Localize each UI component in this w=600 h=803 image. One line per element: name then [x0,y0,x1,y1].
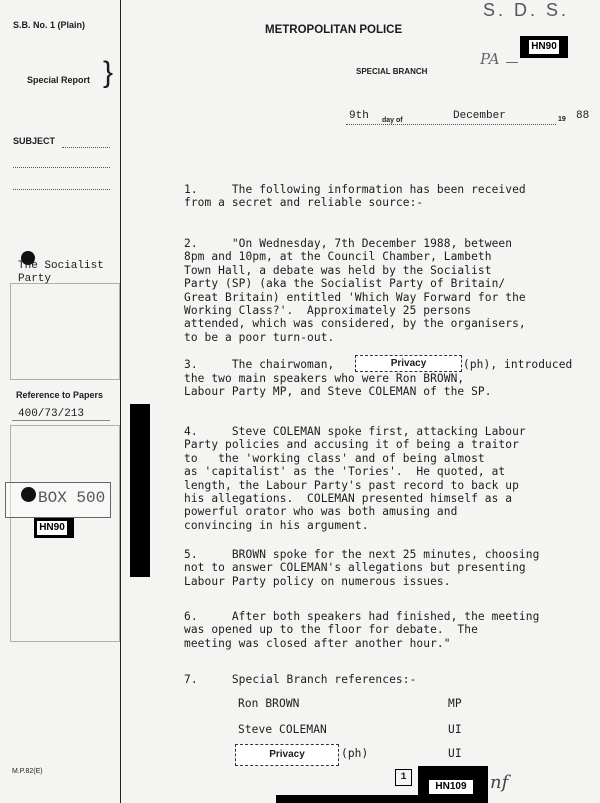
faded-stamp-top [10,283,120,380]
reference-code-3: UI [448,747,462,760]
date-century: 19 [558,116,566,123]
redaction-tag-hn90-top: HN90 [520,36,568,58]
privacy-redaction-reference: Privacy [235,744,339,766]
unit-name: SPECIAL BRANCH [356,67,428,76]
reference-name-3: (ph) [341,747,369,760]
reference-code-2: UI [448,723,462,736]
date-day-of: day of [382,117,403,124]
paragraph-7: 7. Special Branch references:- [184,673,417,686]
handwritten-initials: nf [490,772,509,793]
redaction-bar-margin [130,404,150,577]
punch-hole-bottom [21,487,36,502]
paragraph-3-start: 3. The chairwoman, [184,358,335,371]
subject-text-1: The Socialist [18,260,104,272]
box-stamp [5,482,111,518]
paragraph-1: 1. The following information has been received from a secret and reliable source:- [184,183,526,210]
report-type: Special Report [27,75,91,85]
reference-code-1: MP [448,697,462,710]
page-number: 1 [395,769,412,786]
redaction-bar-footer [276,795,418,803]
paragraph-2: 2. "On Wednesday, 7th December 1988, between 8pm and 10pm, at the Council Chamber, Lambeth Town Hall, a debate was held by the Socialist Party (SP) (aka the Socialist Party of Britain/ Great Britain) entitled 'Which Way Forward for the Working Class?'. Approximately 25 persons attended, which was considered, by the organisers, to be a poor turn-out. [184,237,526,344]
reference-label: Reference to Papers [16,390,104,400]
date-dotline [346,124,556,125]
org-name: METROPOLITAN POLICE [265,24,403,36]
subject-text-2: Party [18,273,52,285]
handwritten-dash [506,62,518,63]
paragraph-5: 5. BROWN spoke for the next 25 minutes, choosing not to answer COLEMAN's allegations but presenting Labour Party policy on numerous issues. [184,548,540,588]
subject-label: SUBJECT [13,136,56,146]
redaction-tag-hn90-left: HN90 [34,518,74,538]
subject-dotline-1 [62,147,110,148]
subject-dotline-2 [13,167,110,168]
reference-value: 400/73/213 [18,408,85,420]
redaction-tag-hn109: HN109 [418,766,488,803]
paragraph-6: 6. After both speakers had finished, the meeting was opened up to the floor for debate. The meeting was closed after another hour." [184,610,540,650]
reference-rule [12,420,110,421]
date-year: 88 [576,110,590,122]
paragraph-3-rest: the two main speakers who were Ron BROWN, Labour Party MP, and Steve COLEMAN of the SP. [184,372,492,399]
form-number: M.P.82(E) [12,768,43,775]
handwritten-sds: S. D. S. [483,0,570,20]
reference-name-1: Ron BROWN [238,697,300,710]
paragraph-4: 4. Steve COLEMAN spoke first, attacking Labour Party policies and accusing it of being a traitor to the 'working class' and of being almost as 'capitalist' as the 'Tories'. He quoted, at length, the Labour Party's past record to back up his allegations. COLEMAN presented himself as a powerful orator who was both amusing and convincing in his argument. [184,425,526,532]
brace-glyph: } [103,56,114,89]
subject-dotline-3 [13,189,110,190]
privacy-redaction-chairwoman: Privacy [355,355,462,372]
date-day: 9th [349,110,369,122]
form-code: S.B. No. 1 (Plain) [13,20,86,30]
margin-rule [120,0,121,803]
date-month: December [453,110,506,122]
paragraph-3-ph: (ph), introduced [463,358,573,371]
reference-name-2: Steve COLEMAN [238,723,327,736]
box-stamp-text: BOX 500 [38,489,106,507]
handwritten-pa: PA [480,50,500,68]
